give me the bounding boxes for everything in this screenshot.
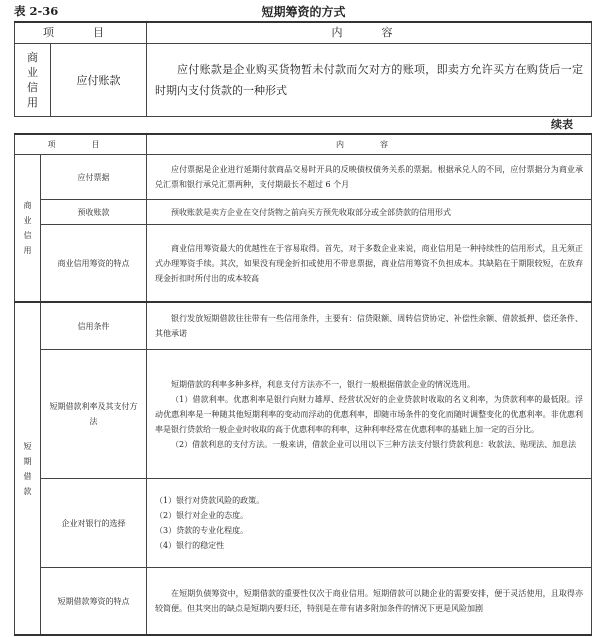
table-row	[15, 350, 592, 479]
category-cell: 商业信用	[15, 44, 51, 117]
table-row	[15, 155, 592, 200]
continued-label: 续表	[551, 118, 573, 131]
financing-table-part-2	[14, 133, 592, 636]
header-content: 内 容	[147, 134, 592, 155]
table-row	[15, 302, 592, 350]
item-cell: 预收账款	[41, 200, 147, 225]
content-cell: 商业信用筹资最大的优越性在于容易取得。首先，对于多数企业来说，商业信用是一种持续性的信用形式，且无须正式办理筹资手续。其次，如果没有现金折扣或使用不带息票据，商业信用筹资不负担成本。其缺陷在于期限较短，在放弃现金折扣时所付出的成本较高	[147, 225, 592, 303]
table-row	[15, 225, 592, 303]
header-item: 项 目	[15, 134, 147, 155]
table-row	[15, 44, 592, 117]
table-title: 短期筹资的方式	[261, 5, 346, 19]
header-row	[15, 22, 592, 44]
content-cell: 银行发放短期借款往往带有一些信用条件，主要有：信贷限额、周转信贷协定、补偿性余额、借款抵押、偿还条件、其他承诺	[147, 302, 592, 350]
content-cell: 预收账款是卖方企业在交付货物之前向买方预先收取部分或全部贷款的信用形式	[147, 200, 592, 225]
content-cell: 在短期负债筹资中，短期借款的重要性仅次于商业信用。短期借款可以随企业的需要安排，便于灵活使用，且取得亦较简便。但其突出的缺点是短期内要归还，特别是在带有诸多附加条件的情况下更是风险加剧	[147, 568, 592, 636]
content-cell: （1）银行对贷款风险的政策。 （2）银行对企业的态度。 （3）贷款的专业化程度。 （4）银行的稳定性	[147, 479, 592, 568]
table-row	[15, 479, 592, 568]
item-cell: 应付账款	[51, 44, 147, 117]
item-cell: 应付票据	[41, 155, 147, 200]
item-cell: 短期借款利率及其支付方法	[41, 350, 147, 479]
content-cell: 应付票据是企业进行延期付款商品交易时开具的反映债权债务关系的票据。根据承兑人的不同，应付票据分为商业承兑汇票和银行承兑汇票两种，支付期最长不超过 6 个月	[147, 155, 592, 200]
item-cell: 短期借款筹资的特点	[41, 568, 147, 636]
category-cell: 商业信用	[15, 155, 41, 303]
category-cell: 短期借款	[15, 302, 41, 635]
content-cell: 应付账款是企业购买货物暂未付款而欠对方的账项，即卖方允许买方在购货后一定时期内支付货款的一种形式	[147, 44, 592, 117]
financing-table-part-1	[14, 21, 592, 117]
item-cell: 商业信用筹资的特点	[41, 225, 147, 303]
content-cell: 短期借款的利率多种多样，利息支付方法亦不一，银行一般根据借款企业的情况选用。 （1）借款利率。优惠利率是银行向财力雄厚、经营状况好的企业贷款时收取的名义利率，为贷款利率的最低限。浮动优惠利率是一种随其他短期利率的变动而浮动的优惠利率，即随市场条件的变化而随时调整变化的优惠利率。非优惠利率是银行贷款给一般企业时收取的高于优惠利率的利率，这种利率经常在优惠利率的基础上加一定的百分比。 （2）借款利息的支付方法。一般来讲，借款企业可以用以下三种方法支付银行贷款利息：收款法、贴现法、加息法	[147, 350, 592, 479]
table-caption	[14, 3, 593, 19]
item-cell: 信用条件	[41, 302, 147, 350]
table-row	[15, 200, 592, 225]
header-content: 内 容	[147, 22, 592, 44]
table-number: 表 2-36	[14, 4, 59, 18]
item-cell: 企业对银行的选择	[41, 479, 147, 568]
header-row	[15, 134, 592, 155]
header-item: 项 目	[15, 22, 147, 44]
table-row	[15, 568, 592, 636]
